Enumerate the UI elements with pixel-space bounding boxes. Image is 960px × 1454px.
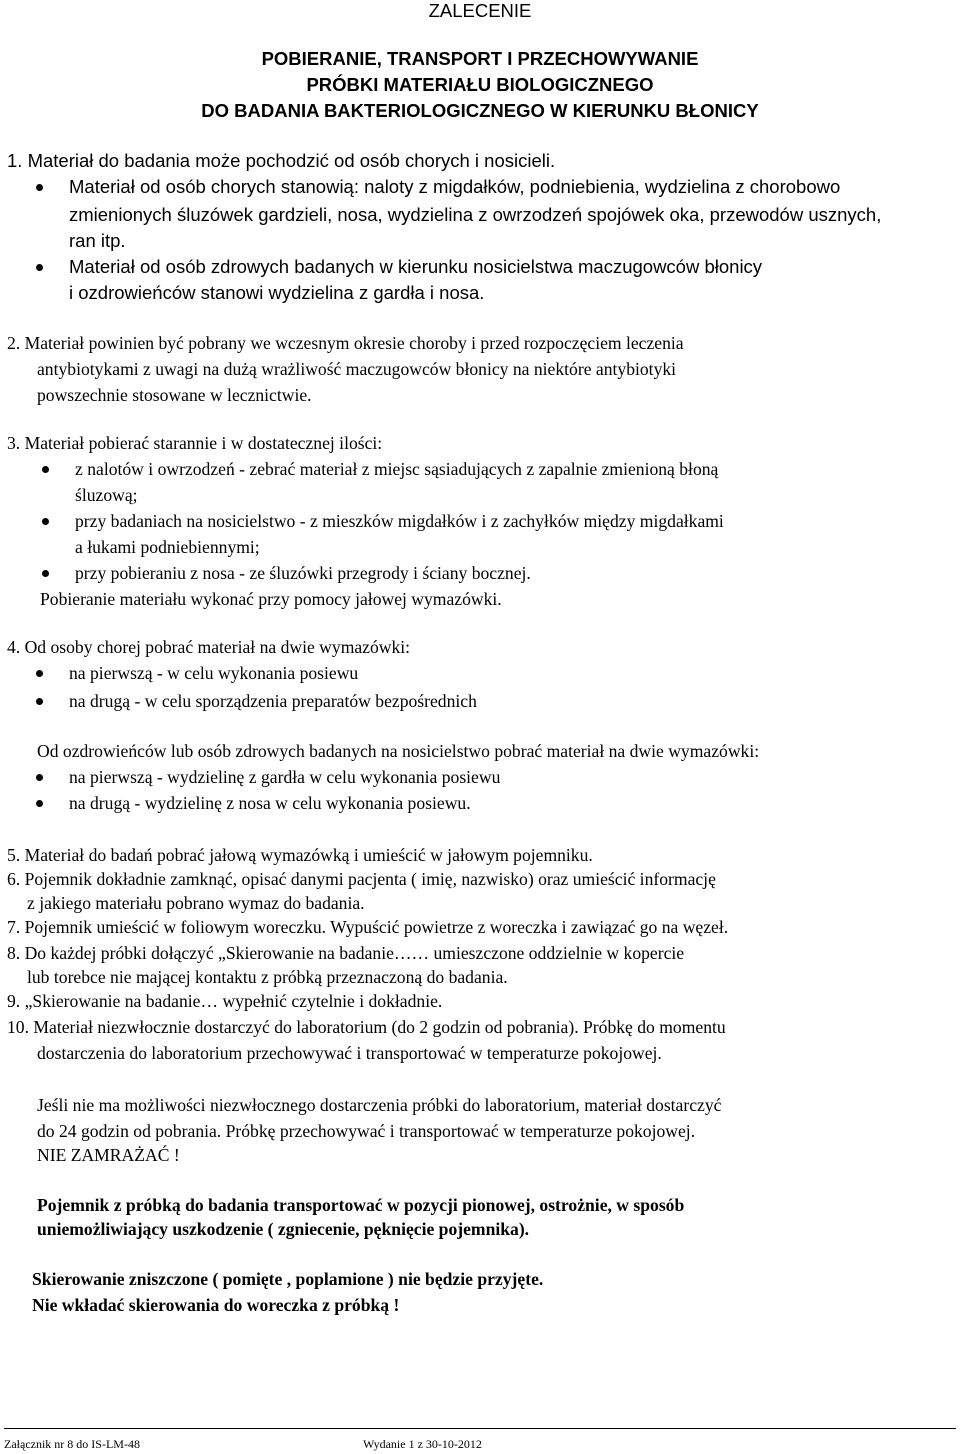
document-label: ZALECENIE bbox=[428, 0, 532, 21]
section-1-bullet-1-line-1: Materiał od osób chorych stanowią: naloty z migdałków, podniebienia, wydzielina z chorobowo bbox=[69, 176, 841, 197]
bullet-icon bbox=[36, 670, 43, 677]
bullet-icon bbox=[42, 518, 49, 525]
footer-divider bbox=[4, 1428, 956, 1429]
section-3-intro: 3. Materiał pobierać starannie i w dostatecznej ilości: bbox=[7, 433, 383, 453]
step-8-line-2: lub torebce nie mającej kontaktu z próbką przeznaczoną do badania. bbox=[27, 967, 508, 987]
section-4-bullet-2: na drugą - w celu sporządzenia preparatów bezpośrednich bbox=[69, 691, 477, 711]
note-line-1: Jeśli nie ma możliwości niezwłocznego dostarczenia próbki do laboratorium, materiał dostarczyć bbox=[37, 1095, 722, 1115]
step-8-line-1: 8. Do każdej próbki dołączyć „Skierowanie na badanie…… umieszczone oddzielnie w kopercie bbox=[7, 943, 685, 963]
section-2-line-2: antybiotykami z uwagi na dużą wrażliwość maczugowców błonicy na niektóre antybiotyki bbox=[37, 359, 677, 379]
bold-warning-1-line-1: Pojemnik z próbką do badania transportować w pozycji pionowej, ostrożnie, w sposób bbox=[37, 1195, 685, 1215]
footer-edition: Wydanie 1 z 30-10-2012 bbox=[363, 1437, 482, 1451]
section-4-bullet-4: na drugą - wydzielinę z nosa w celu wykonania posiewu. bbox=[69, 793, 471, 813]
step-10-line-2: dostarczenia do laboratorium przechowywać i transportować w temperaturze pokojowej. bbox=[37, 1043, 662, 1063]
bold-warning-2-line-2: Nie wkładać skierowania do woreczka z próbką ! bbox=[32, 1295, 400, 1315]
footer-attachment: Załącznik nr 8 do IS-LM-48 bbox=[4, 1437, 140, 1451]
step-10-line-1: 10. Materiał niezwłocznie dostarczyć do laboratorium (do 2 godzin od pobrania). Próbkę do momentu bbox=[7, 1017, 726, 1037]
step-7: 7. Pojemnik umieścić w foliowym woreczku. Wypuścić powietrze z woreczka i zawiązać go na węzeł. bbox=[7, 917, 729, 937]
bold-warning-2-line-1: Skierowanie zniszczone ( pomięte , poplamione ) nie będzie przyjęte. bbox=[32, 1269, 544, 1289]
section-3-note: Pobieranie materiału wykonać przy pomocy jałowej wymazówki. bbox=[40, 589, 502, 609]
section-1-bullet-2-line-2: i ozdrowieńców stanowi wydzielina z gardła i nosa. bbox=[69, 282, 485, 303]
section-4-bullet-1: na pierwszą - w celu wykonania posiewu bbox=[69, 663, 359, 683]
section-2-line-1: 2. Materiał powinien być pobrany we wczesnym okresie choroby i przed rozpoczęciem leczenia bbox=[7, 333, 684, 353]
bullet-icon bbox=[36, 698, 43, 705]
section-3-bullet-2-line-2: a łukami podniebiennymi; bbox=[75, 537, 260, 557]
section-3-bullet-1-line-2: śluzową; bbox=[75, 485, 138, 505]
section-3-bullet-2-line-1: przy badaniach na nosicielstwo - z mieszków migdałków i z zachyłków między migdałkami bbox=[75, 511, 724, 531]
bold-warning-1-line-2: uniemożliwiający uszkodzenie ( zgniecenie, pęknięcie pojemnika). bbox=[37, 1219, 530, 1239]
title-line-1: POBIERANIE, TRANSPORT I PRZECHOWYWANIE bbox=[261, 48, 699, 69]
section-1-bullet-1-line-2: zmienionych śluzówek gardzieli, nosa, wydzielina z owrzodzeń spojówek oka, przewodów usznych, bbox=[69, 204, 882, 225]
bullet-icon bbox=[42, 570, 49, 577]
section-4-bullet-3: na pierwszą - wydzielinę z gardła w celu wykonania posiewu bbox=[69, 767, 501, 787]
section-3-bullet-1-line-1: z nalotów i owrzodzeń - zebrać materiał z miejsc sąsiadujących z zapalnie zmienioną błoną bbox=[75, 459, 719, 479]
section-1-bullet-1-line-3: ran itp. bbox=[69, 230, 126, 251]
bullet-icon bbox=[36, 774, 43, 781]
section-3-bullet-3: przy pobieraniu z nosa - ze śluzówki przegrody i ściany bocznej. bbox=[75, 563, 531, 583]
section-1-intro: 1. Materiał do badania może pochodzić od osób chorych i nosicieli. bbox=[7, 150, 556, 171]
title-line-3: DO BADANIA BAKTERIOLOGICZNEGO W KIERUNKU BŁONICY bbox=[201, 100, 759, 121]
section-4-intro: 4. Od osoby chorej pobrać materiał na dwie wymazówki: bbox=[7, 637, 411, 657]
bullet-icon bbox=[36, 264, 43, 271]
note-line-2: do 24 godzin od pobrania. Próbkę przechowywać i transportować w temperaturze pokojowej. bbox=[37, 1121, 696, 1141]
section-4-intro-2: Od ozdrowieńców lub osób zdrowych badanych na nosicielstwo pobrać materiał na dwie wymazówki: bbox=[37, 741, 760, 761]
bullet-icon bbox=[36, 184, 43, 191]
step-9: 9. „Skierowanie na badanie… wypełnić czytelnie i dokładnie. bbox=[7, 991, 443, 1011]
step-6-line-2: z jakiego materiału pobrano wymaz do badania. bbox=[27, 893, 365, 913]
section-2-line-3: powszechnie stosowane w lecznictwie. bbox=[37, 385, 312, 405]
section-1-bullet-2-line-1: Materiał od osób zdrowych badanych w kierunku nosicielstwa maczugowców błonicy bbox=[69, 256, 763, 277]
bullet-icon bbox=[42, 466, 49, 473]
step-6-line-1: 6. Pojemnik dokładnie zamknąć, opisać danymi pacjenta ( imię, nazwisko) oraz umieścić informację bbox=[7, 869, 716, 889]
step-5: 5. Materiał do badań pobrać jałową wymazówką i umieścić w jałowym pojemniku. bbox=[7, 845, 593, 865]
note-line-3: NIE ZAMRAŻAĆ ! bbox=[37, 1145, 180, 1165]
title-line-2: PRÓBKI MATERIAŁU BIOLOGICZNEGO bbox=[306, 74, 654, 95]
bullet-icon bbox=[36, 800, 43, 807]
